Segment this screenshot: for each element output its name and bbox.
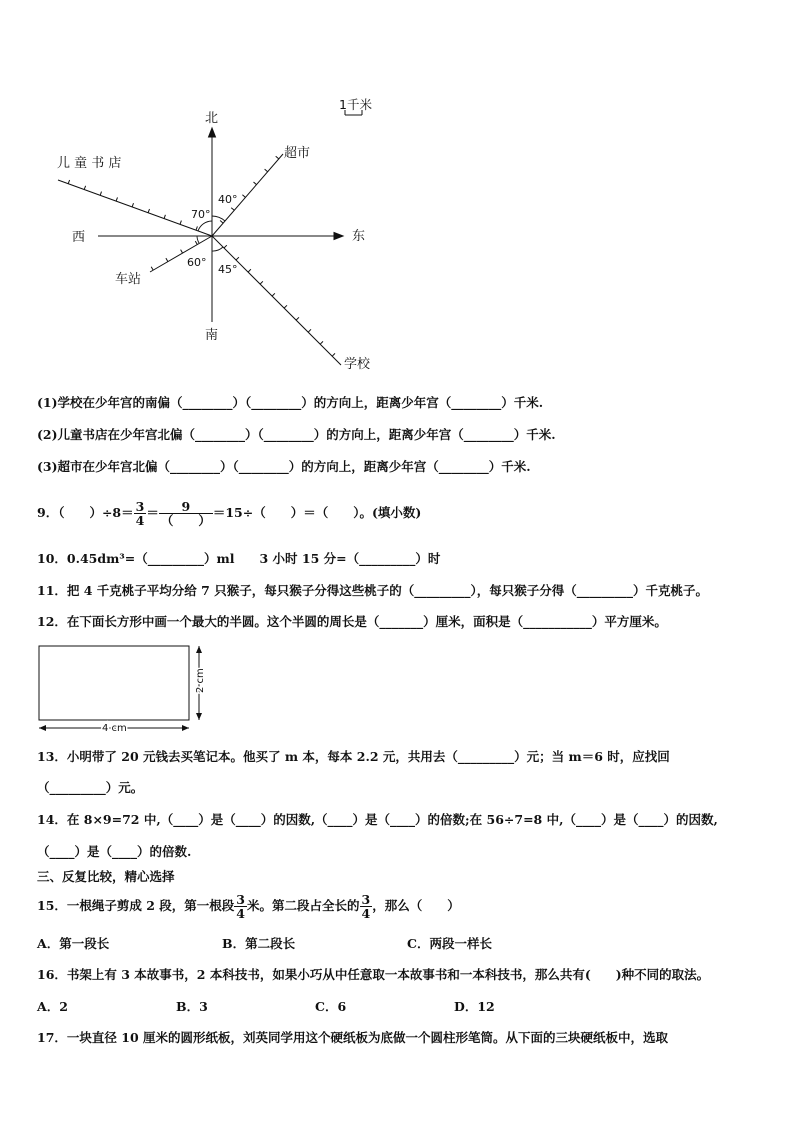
tick-supermarket <box>265 169 268 172</box>
tick-school <box>260 281 263 284</box>
tick-supermarket <box>276 156 279 159</box>
section-3-header: 三、反复比较，精心选择 <box>37 869 175 884</box>
tick-bookstore <box>100 192 101 196</box>
east-arrow-icon <box>334 233 343 240</box>
q15-part-b: 米。第二段占全长的 <box>247 898 360 913</box>
q15-f2-num: 3 <box>361 891 371 907</box>
tick-school <box>236 257 239 260</box>
tick-supermarket <box>220 221 223 224</box>
label-station: 车站 <box>115 272 142 287</box>
q15-part-c: ，那么（ ） <box>372 898 460 913</box>
q9-part-b: ＝15÷（ ）＝（ ）。(填小数) <box>212 505 422 520</box>
angle-label-70: 70° <box>191 208 211 221</box>
q9-f1-den: 4 <box>135 512 145 528</box>
q9-fraction-1 <box>134 500 147 527</box>
tick-bookstore <box>116 197 117 201</box>
height-label: 2 cm <box>195 668 206 693</box>
q15-part-a: 15．一根绳子剪成 2 段，第一根段 <box>37 898 235 913</box>
tick-bookstore <box>148 209 149 213</box>
tick-school <box>248 269 251 272</box>
tick-supermarket <box>254 182 257 185</box>
question-14-line2: （____）是（____）的倍数. <box>37 844 192 859</box>
label-supermarket: 超市 <box>284 146 311 161</box>
rectangle-figure <box>30 640 220 740</box>
label-north: 北 <box>205 111 219 126</box>
q8-sub2: (2)儿童书店在少年宫北偏（________）（________）的方向上，距离少年宫（________）千米. <box>37 427 556 442</box>
ray-bookstore <box>58 180 212 236</box>
q16-option-c[interactable]: C．6 <box>315 999 347 1014</box>
q9-part-a: 9．（ ）÷8＝ <box>37 505 134 520</box>
width-label: 4 cm <box>102 723 127 734</box>
tick-school <box>224 245 227 248</box>
rectangle <box>39 646 189 720</box>
q16-option-a[interactable]: A．2 <box>37 999 68 1014</box>
label-south: 南 <box>205 328 219 343</box>
arc-40 <box>212 216 225 221</box>
q15-option-b[interactable]: B．第二段长 <box>222 936 296 951</box>
height-arrow-top-icon <box>196 646 202 653</box>
q8-sub1: (1)学校在少年宫的南偏（________）（________）的方向上，距离少年宫（________）千米. <box>37 395 544 410</box>
north-arrow-icon <box>209 128 216 137</box>
tick-school <box>284 305 287 308</box>
height-arrow-bottom-icon <box>196 713 202 720</box>
tick-station <box>181 250 183 254</box>
question-13-line2: （_________）元。 <box>37 780 144 795</box>
tick-bookstore <box>180 221 181 225</box>
label-west: 西 <box>72 230 86 245</box>
q15-f1-den: 4 <box>236 905 245 921</box>
q15-fraction-1 <box>234 893 247 920</box>
tick-bookstore <box>68 180 69 184</box>
angle-label-45: 45° <box>218 263 238 276</box>
q9-f2-num: 9 <box>159 500 213 514</box>
question-9 <box>37 493 421 533</box>
tick-school <box>320 341 323 344</box>
arc-70 <box>198 221 212 231</box>
q9-f1-num: 3 <box>135 498 145 514</box>
q9-f2-den: （ ） <box>160 512 211 528</box>
question-14-line1: 14．在 8×9=72 中,（____）是（____）的因数,（____）是（____）的倍数;在 56÷7=8 中,（____）是（____）的因数, <box>37 812 718 827</box>
q9-eq: ＝ <box>146 505 159 520</box>
tick-school <box>272 293 275 296</box>
angle-label-60: 60° <box>187 256 207 269</box>
tick-school <box>332 353 335 356</box>
tick-bookstore <box>84 186 85 190</box>
width-arrow-right-icon <box>182 725 189 731</box>
tick-supermarket <box>242 195 245 198</box>
angle-label-40: 40° <box>218 193 238 206</box>
tick-station <box>151 267 153 270</box>
q9-fraction-2 <box>159 500 213 527</box>
question-16: 16．书架上有 3 本故事书，2 本科技书，如果小巧从中任意取一本故事书和一本科技书，那么共有( )种不同的取法。 <box>37 967 710 982</box>
question-10: 10．0.45dm³=（_________）ml 3 小时 15 分=（_________）时 <box>37 551 441 566</box>
q15-fraction-2 <box>360 893 373 920</box>
tick-station <box>166 258 168 262</box>
compass-diagram <box>0 0 794 380</box>
tick-school <box>308 329 311 332</box>
tick-station <box>195 241 197 244</box>
q15-option-c[interactable]: C．两段一样长 <box>407 936 492 951</box>
ray-school <box>212 236 341 365</box>
tick-supermarket <box>231 208 234 211</box>
q15-f2-den: 4 <box>361 905 371 921</box>
q8-sub3: (3)超市在少年宫北偏（________）（________）的方向上，距离少年宫（________）千米. <box>37 459 531 474</box>
tick-bookstore <box>132 203 133 207</box>
arc-60 <box>197 236 199 243</box>
question-17: 17．一块直径 10 厘米的圆形纸板，刘英同学用这个硬纸板为底做一个圆柱形笔筒。从下面的三块硬纸板中，选取 <box>37 1030 668 1045</box>
q15-f1-num: 3 <box>236 891 245 907</box>
question-15 <box>37 886 460 926</box>
scale-label: 1千米 <box>339 97 372 112</box>
q16-option-b[interactable]: B．3 <box>176 999 208 1014</box>
q15-option-a[interactable]: A．第一段长 <box>37 936 110 951</box>
question-11: 11．把 4 千克桃子平均分给 7 只猴子，每只猴子分得这些桃子的（_________），每只猴子分得（_________）千克桃子。 <box>37 583 708 598</box>
width-arrow-left-icon <box>39 725 46 731</box>
q16-option-d[interactable]: D．12 <box>454 999 495 1014</box>
arc-45 <box>212 247 223 251</box>
question-12: 12．在下面长方形中画一个最大的半圆。这个半圆的周长是（_______）厘米，面积是（___________）平方厘米。 <box>37 614 667 629</box>
label-school: 学校 <box>344 357 371 372</box>
tick-school <box>296 317 299 320</box>
label-east: 东 <box>352 229 366 244</box>
label-bookstore: 儿 童 书 店 <box>57 156 122 171</box>
question-13-line1: 13．小明带了 20 元钱去买笔记本。他买了 m 本，每本 2.2 元，共用去（_________）元；当 m＝6 时，应找回 <box>37 749 670 764</box>
tick-bookstore <box>164 215 165 219</box>
tick-bookstore <box>196 226 197 230</box>
